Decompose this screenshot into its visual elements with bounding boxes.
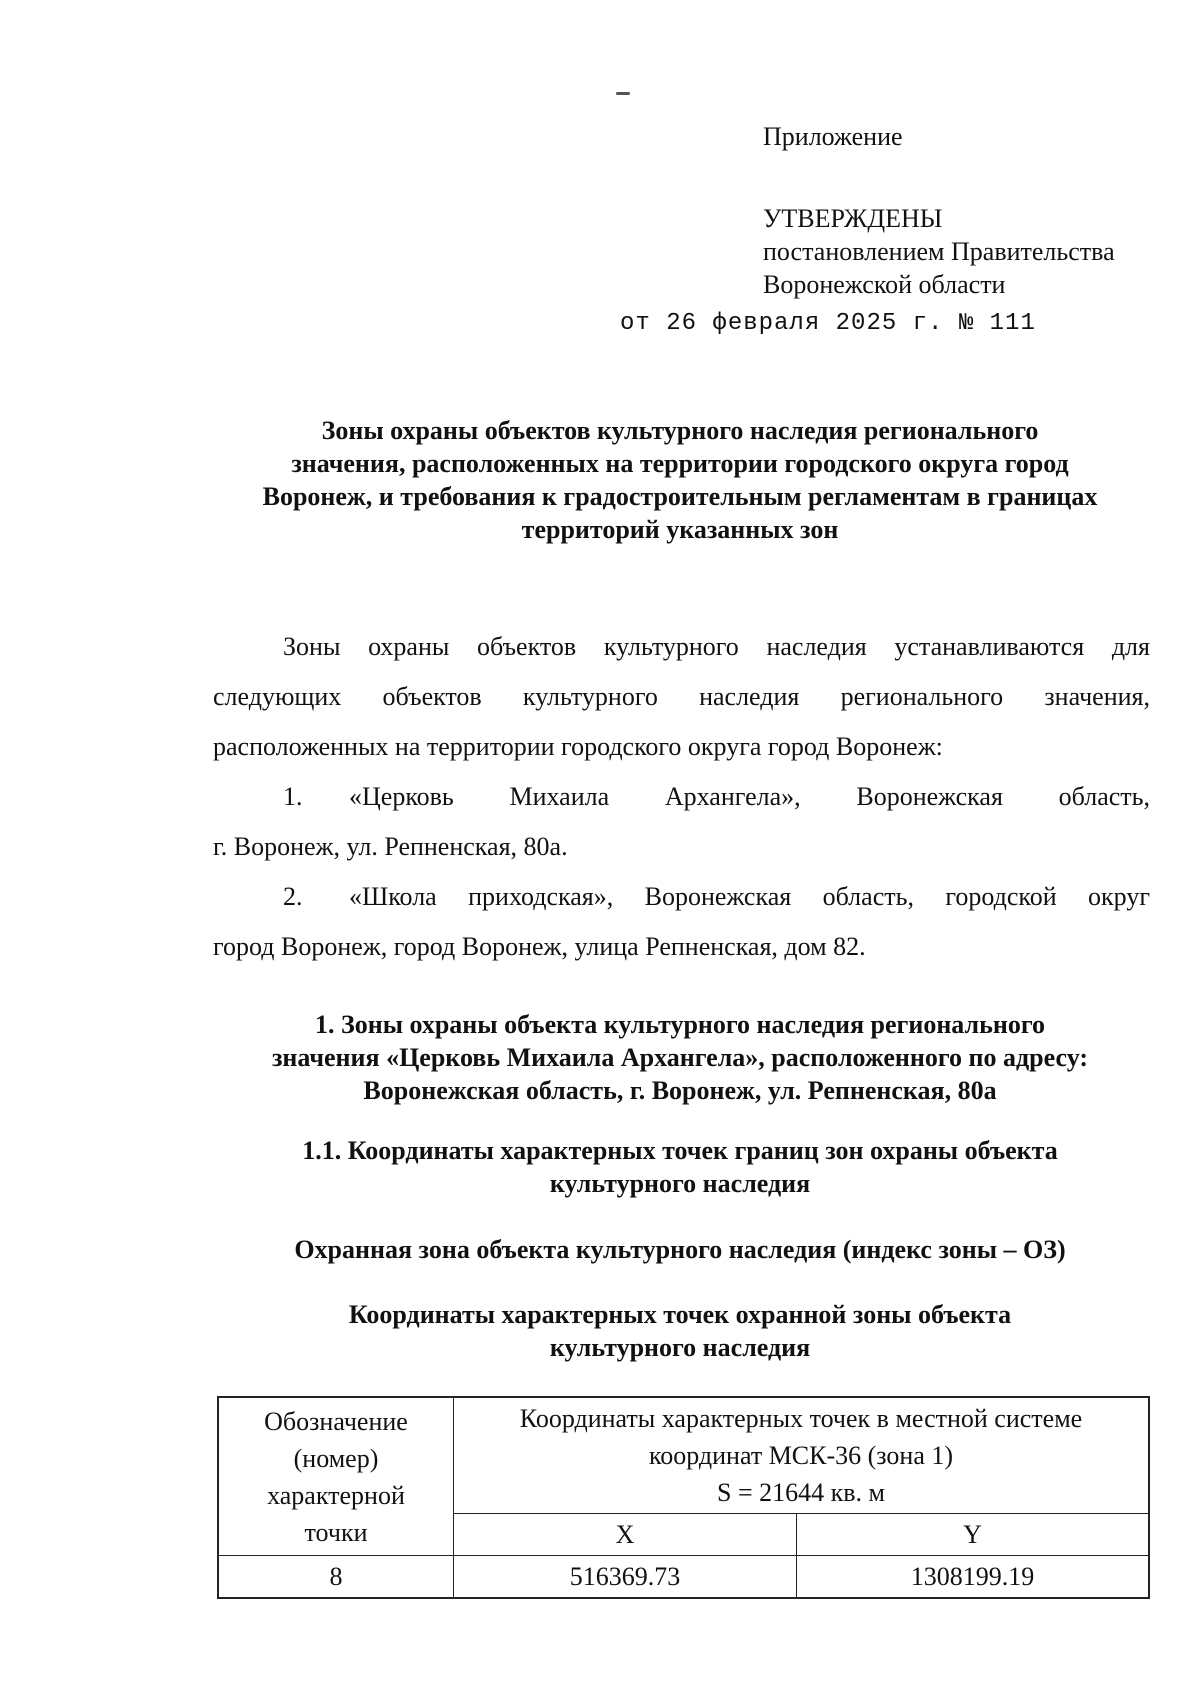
point-header-line: Обозначение [264, 1406, 408, 1436]
title-line: Воронеж, и требования к градостроительным регламентам в границах [262, 482, 1098, 511]
intro-line: расположенных на территории городского округа город Воронеж: [213, 732, 943, 761]
list-item [213, 872, 1150, 922]
x-header-cell: X [454, 1514, 797, 1556]
title-line: Зоны охраны объектов культурного наследия регионального [321, 416, 1039, 445]
approval-block [763, 202, 1115, 301]
coords-header-line: S = 21644 кв. м [717, 1478, 885, 1507]
appendix-text: Приложение [763, 122, 903, 151]
list-item-continuation: город Воронеж, город Воронеж, улица Репненская, дом 82. [213, 932, 866, 961]
table-row [218, 1556, 1149, 1599]
title-line: территорий указанных зон [521, 515, 839, 544]
list-item-number: 1. [283, 782, 303, 811]
point-header-line: (номер) [293, 1443, 379, 1473]
coords-heading-line: культурного наследия [549, 1333, 811, 1362]
appendix-label [763, 120, 903, 153]
list-item-number: 2. [283, 882, 303, 911]
coords-header-line: координат МСК-36 (зона 1) [648, 1441, 954, 1470]
approved-region-line: Воронежской области [763, 270, 1006, 299]
section-1-heading [210, 1008, 1150, 1107]
zone-heading [210, 1233, 1150, 1266]
point-cell: 8 [218, 1556, 454, 1599]
point-header-line: точки [304, 1517, 368, 1547]
intro-paragraph [213, 622, 1150, 972]
section-1-line: значения «Церковь Михаила Архангела», расположенного по адресу: [271, 1043, 1089, 1072]
section-1-1-line: 1.1. Координаты характерных точек границ зон охраны объекта [302, 1136, 1058, 1165]
section-1-line: 1. Зоны охраны объекта культурного наследия регионального [314, 1010, 1046, 1039]
x-cell: 516369.73 [454, 1556, 797, 1599]
section-1-1-line: культурного наследия [549, 1169, 811, 1198]
intro-line: Зоны охраны объектов культурного наследия устанавливаются для [283, 632, 1150, 661]
list-item-continuation: г. Воронеж, ул. Репненская, 80а. [213, 832, 568, 861]
section-1-1-heading [210, 1134, 1150, 1200]
document-title [210, 414, 1150, 546]
scan-speck [616, 92, 630, 95]
zone-heading-text: Охранная зона объекта культурного наследия (индекс зоны – ОЗ) [294, 1235, 1066, 1264]
list-item [213, 772, 1150, 822]
point-header-cell [218, 1397, 454, 1556]
intro-line: следующих объектов культурного наследия регионального значения, [213, 682, 1150, 711]
coords-header-line: Координаты характерных точек в местной системе [519, 1404, 1083, 1433]
section-1-line: Воронежская область, г. Воронеж, ул. Репненская, 80а [363, 1076, 997, 1105]
table-header-row [218, 1397, 1149, 1514]
point-header-line: характерной [267, 1480, 405, 1510]
coordinates-table [217, 1396, 1150, 1599]
title-line: значения, расположенных на территории городского округа город [291, 449, 1069, 478]
coords-heading-line: Координаты характерных точек охранной зоны объекта [348, 1300, 1012, 1329]
y-header-cell: Y [797, 1514, 1150, 1556]
y-cell: 1308199.19 [797, 1556, 1150, 1599]
decree-date-number: от 26 февраля 2025 г. № 111 [620, 310, 1036, 337]
approved-by-line: постановлением Правительства [763, 237, 1115, 266]
list-item-text: «Церковь Михаила Архангела», Воронежская область, [349, 782, 1150, 811]
approved-word: УТВЕРЖДЕНЫ [763, 204, 943, 233]
coords-header-cell [454, 1397, 1150, 1514]
coords-heading [210, 1298, 1150, 1364]
list-item-text: «Школа приходская», Воронежская область, городской округ [349, 882, 1150, 911]
